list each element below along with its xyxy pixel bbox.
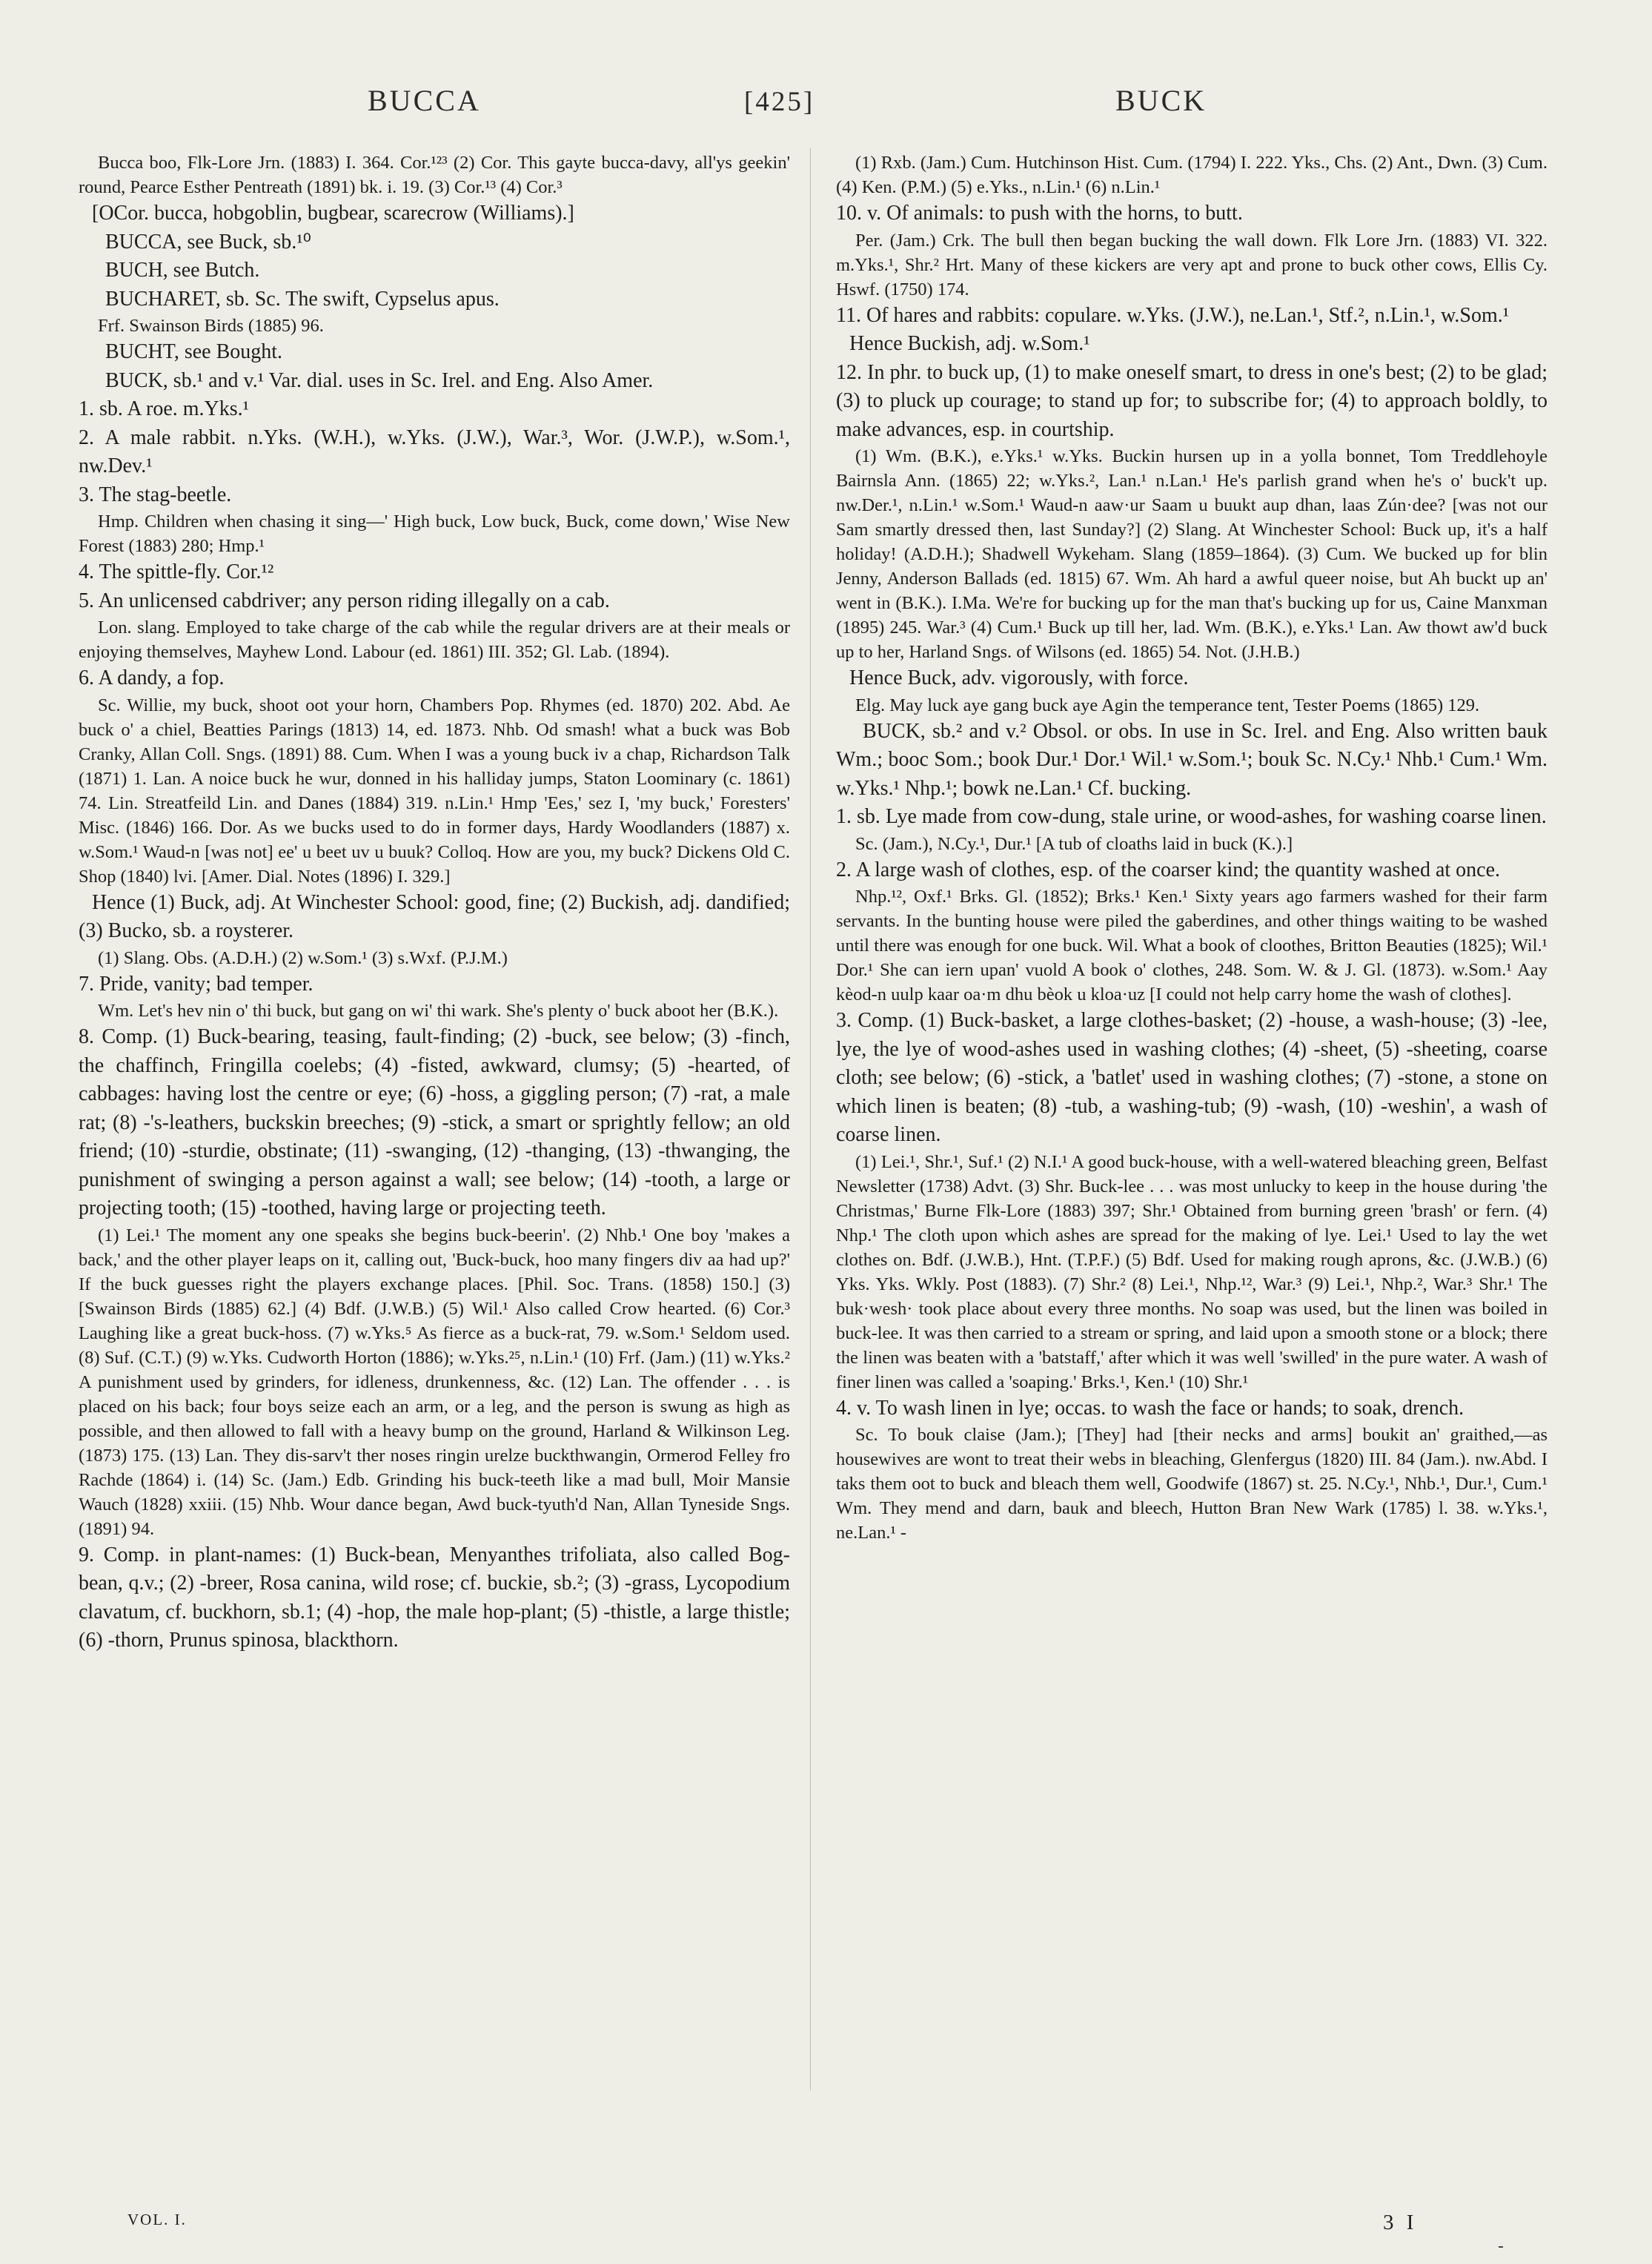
header-right-headword: BUCK — [1115, 84, 1207, 117]
entry-note: [OCor. bucca, hobgoblin, bugbear, scarecrow (Williams).] — [92, 202, 574, 225]
entry-sense: 12. In phr. to buck up, (1) to make oneself smart, to dress in one's best; (2) to be glad; (3) to pluck up courage; to stand up for; to subscribe for; (4) to approach boldly, to make advances, esp. in courtship. — [836, 360, 1547, 441]
entry-sense: 4. v. To wash linen in lye; occas. to wash the face or hands; to soak, drench. — [836, 1396, 1464, 1420]
entry-head: BUCK, sb.² and v.² Obsol. or obs. In use in Sc. Irel. and Eng. Also written bauk Wm.; booc Som.; book Dur.¹ Dor.¹ Wil.¹ w.Som.¹; bouk Sc. N.Cy.¹ Nhb.¹ Cum.¹ Wm. w.Yks.¹ Nhp.¹; bowk ne.Lan.¹ Cf. bucking. — [836, 719, 1547, 800]
entry-sense: 11. Of hares and rabbits: copulare. w.Yks. (J.W.), ne.Lan.¹, Stf.², n.Lin.¹, w.Som.¹ — [836, 303, 1510, 327]
entry-sense: 2. A male rabbit. n.Yks. (W.H.), w.Yks. (J.W.), War.³, Wor. (J.W.P.), w.Som.¹, nw.Dev.¹ — [79, 426, 790, 477]
entry-head: BUCHARET, sb. Sc. The swift, Cypselus apus. — [105, 287, 500, 311]
entry-head: BUCCA, see Buck, sb.¹⁰ — [105, 230, 311, 254]
entry-sense: 1. sb. A roe. m.Yks.¹ — [79, 397, 250, 420]
entry-sense: 7. Pride, vanity; bad temper. — [79, 972, 314, 996]
footer-signature: 3 I — [1383, 2211, 1418, 2234]
entry-sense: 6. A dandy, a fop. — [79, 666, 225, 689]
entry-cit: (1) Lei.¹, Shr.¹, Suf.¹ (2) N.I.¹ A good buck-house, with a well-watered bleaching green, Belfast Newsletter (1738) Advt. (3) Shr. Buck-lee . . . was most unlucky to keep in the house during 'the Christmas,' Burne Flk-Lore (1883) 397; Shr.¹ Obtained from burning green 'brash' or fern. (4) Nhp.¹ The cloth upon which ashes are spread for the making of lye. Lei.¹ Used to lay the wet clothes on. Bdf. (J.W.B.), Hnt. (T.P.F.) (5) Bdf. Used for making rough aprons, &c. (J.W.B.) (6) Yks. Yks. Wkly. Post (1883). (7) Shr.² (8) Lei.¹, Nhp.¹², War.³ (9) Lei.¹, Nhp.², War.³ Shr.¹ The buk·wesh· took place about every three months. No soap was used, but the linen was boiled in buck-lee. It was then carried to a stream or spring, and laid upon a smooth stone or a block; there the linen was beaten with a 'batstaff,' after which it was well 'swilled' in the pure water. A wash of finer linen was called a 'soaping.' Brks.¹, Ken.¹ (10) Shr.¹ — [836, 1151, 1547, 1392]
entry-cit: Sc. (Jam.), N.Cy.¹, Dur.¹ [A tub of cloaths laid in buck (K.).] — [855, 833, 1293, 854]
entry-cit: Hmp. Children when chasing it sing—' High buck, Low buck, Buck, come down,' Wise New Forest (1883) 280; Hmp.¹ — [79, 512, 790, 556]
header-page-number: [425] — [744, 87, 815, 117]
entry-head: BUCHT, see Bought. — [105, 340, 283, 363]
left-column — [79, 150, 790, 2226]
entry-cit: Lon. slang. Employed to take charge of the cab while the regular drivers are at their meals or enjoying themselves, Mayhew Lond. Labour (ed. 1861) III. 352; Gl. Lab. (1894). — [79, 618, 790, 662]
entry-cit: Bucca boo, Flk-Lore Jrn. (1883) I. 364. Cor.¹²³ (2) Cor. This gayte bucca-davy, all'ys geekin' round, Pearce Esther Pentreath (1891) bk. i. 19. (3) Cor.¹³ (4) Cor.³ — [79, 153, 790, 197]
entry-cit: Nhp.¹², Oxf.¹ Brks. Gl. (1852); Brks.¹ Ken.¹ Sixty years ago farmers washed for their farm servants. In the bunting house were piled the gaberdines, and other things waiting to be washed until there was enough for one buck. Wil. What a book of cloothes, Britton Beauties (1825); Wil.¹ Dor.¹ She can iern upan' vuold A book o' clothes, 248. Som. W. & J. Gl. (1873). w.Som.¹ Aay kèod-n uulp kaar oa·m dhu bèok u kloa·uz [I could not help carry home the wash of clothes]. — [836, 887, 1547, 1004]
entry-sense: 4. The spittle-fly. Cor.¹² — [79, 560, 274, 583]
entry-sense: 3. The stag-beetle. — [79, 483, 232, 506]
entry-cit: Frf. Swainson Birds (1885) 96. — [98, 316, 324, 336]
entry-head: BUCK, sb.¹ and v.¹ Var. dial. uses in Sc. Irel. and Eng. Also Amer. — [105, 368, 654, 392]
entry-cit: Sc. To bouk claise (Jam.); [They] had [their necks and arms] boukit an' graithed,—as housewives are wont to treat their webs in bleaching, Glenfergus (1820) III. 84 (Jam.). nw.Abd. I taks them oot to buck and bleach them well, Goodwife (1867) st. 25. N.Cy.¹, Nhb.¹, Dur.¹, Cum.¹ Wm. They mend and darn, bauk and bleech, Hutton Bran New Wark (1785) l. 38. w.Yks.¹, ne.Lan.¹ - — [836, 1425, 1547, 1543]
entry-cit: (1) Lei.¹ The moment any one speaks she begins buck-beerin'. (2) Nhb.¹ One boy 'makes a back,' and the other player leaps on it, calling out, 'Buck-buck, hoo many fingers div aa had up?' If the buck guesses right the players exchange places. [Phil. Soc. Trans. (1858) 150.] (3) [Swainson Birds (1885) 62.] (4) Bdf. (J.W.B.) (5) Wil.¹ Also called Crow hearted. (6) Cor.³ Laughing like a great buck-hoss. (7) w.Yks.⁵ As fierce as a buck-rat, 79. w.Som.¹ Seldom used. (8) Suf. (C.T.) (9) w.Yks. Cudworth Horton (1886); w.Yks.²⁵, n.Lin.¹ (10) Frf. (Jam.) (11) w.Yks.² A punishment used by grinders, for idleness, drunkenness, &c. (12) Lan. The offender . . . is placed on his back; four boys seize each an arm, or a leg, and the person is swung as high as possible, and then allowed to fall with a heavy bump on the ground, Harland & Wilkinson Leg. (1873) 175. (13) Lan. They dis-sarv't ther noses ringin urelze buckthwangin, Ormerod Felley fro Rachde (1864) i. (14) Sc. (Jam.) Edb. Grinding his buck-teeth like a mad bull, Moir Mansie Wauch (1828) xxiii. (15) Nhb. Wour dance began, Awd buck-tyuth'd Nan, Allan Tyneside Sngs. (1891) 94. — [79, 1225, 790, 1539]
entry-head: BUCH, see Butch. — [105, 259, 260, 282]
entry-cit: (1) Wm. (B.K.), e.Yks.¹ w.Yks. Buckin hursen up in a yolla bonnet, Tom Treddlehoyle Bairnsla Ann. (1865) 22; w.Yks.², Lan.¹ n.Lan.¹ He's parlish grand when he's o' buck't up. nw.Der.¹, n.Lin.¹ w.Som.¹ Waud-n aaw·ur Saam u buukt aup dhan, laas Zún·dee? [was not our Sam smartly dressed then, last Sunday?] (2) Slang. At Winchester School: Buck up, it's a half holiday! (A.D.H.); Shadwell Wykeham. Slang (1859–1864). (3) Cum. We bucked up for blin Jenny, Anderson Ballads (ed. 1815) 67. Wm. Ah hard a awful queer noise, but Ah buckt up an' went in (B.K.). I.Ma. We're for bucking up for the man that's bucking up for us, Caine Manxman (1895) 245. War.³ (4) Cum.¹ Buck up till her, lad. Wm. (B.K.), e.Yks.¹ Lan. Aw thowt aw'd buck up to her, Harland Sngs. of Wilsons (ed. 1865) 54. Not. (J.H.B.) — [836, 446, 1547, 662]
footer-volume: VOL. I. — [127, 2211, 187, 2228]
entry-sense: 10. v. Of animals: to push with the horns, to butt. — [836, 202, 1243, 225]
entry-sense: 8. Comp. (1) Buck-bearing, teasing, fault-finding; (2) -buck, see below; (3) -finch, the chaffinch, Fringilla coelebs; (4) -fisted, awkward, clumsy; (5) -hearted, of cabbages: having lost the centre or eye; (6) -hoss, a giggling person; (7) -rat, a male rat; (8) -'s-leathers, buckskin breeches; (9) -stick, a smart or sprightly fellow; an old friend; (10) -sturdie, obstinate; (11) -swanging, (12) -thanging, (13) -thwanging, the punishment of swinging a person against a wall; see below; (14) -tooth, a large or projecting tooth; (15) -toothed, having large or projecting teeth. — [79, 1025, 790, 1219]
column-divider — [810, 148, 811, 2091]
entry-note: Hence Buck, adv. vigorously, with force. — [849, 666, 1189, 689]
entry-cit: Sc. Willie, my buck, shoot oot your horn, Chambers Pop. Rhymes (ed. 1870) 202. Abd. Ae buck o' a chiel, Beatties Parings (1813) 14, ed. 1873. Nhb. Od smash! what a buck was Bob Cranky, Allan Coll. Sngs. (1891) 88. Cum. When I was a young buck iv a chap, Richardson Talk (1871) 1. Lan. A noice buck he wur, donned in his halliday jumps, Staton Loominary (c. 1861) 74. Lin. Streatfeild Lin. and Danes (1884) 319. n.Lin.¹ Hmp 'Ees,' sez I, 'my buck,' Foresters' Misc. (1846) 166. Dor. As we bucks used to do in former days, Hardy Woodlanders (1887) x. w.Som.¹ Waud-n [was not] ee' u beet uv u buuk? Colloq. How are you, my buck? Dickens Old C. Shop (1840) lvi. [Amer. Dial. Notes (1896) I. 329.] — [79, 695, 790, 887]
entry-sense: 1. sb. Lye made from cow-dung, stale urine, or wood-ashes, for washing coarse linen. — [836, 805, 1547, 828]
right-column — [836, 150, 1547, 2226]
entry-cit: (1) Rxb. (Jam.) Cum. Hutchinson Hist. Cum. (1794) I. 222. Yks., Chs. (2) Ant., Dwn. (3) Cum. (4) Ken. (P.M.) (5) e.Yks., n.Lin.¹ (6) n.Lin.¹ — [836, 153, 1547, 197]
page-header — [0, 83, 1652, 128]
entry-sense: 9. Comp. in plant-names: (1) Buck-bean, Menyanthes trifoliata, also called Bog-bean, q.v.; (2) -breer, Rosa canina, wild rose; cf. buckie, sb.²; (3) -grass, Lycopodium clavatum, cf. buckhorn, sb.1; (4) -hop, the male hop-plant; (5) -thistle, a large thistle; (6) -thorn, Prunus spinosa, blackthorn. — [79, 1543, 790, 1652]
entry-sense: 5. An unlicensed cabdriver; any person riding illegally on a cab. — [79, 589, 610, 612]
entry-sense: 3. Comp. (1) Buck-basket, a large clothes-basket; (2) -house, a wash-house; (3) -lee, lye, the lye of wood-ashes used in washing clothes; (4) -sheet, (5) -sheeting, coarse cloth; see below; (6) -stick, a 'batlet' used in washing clothes; (7) -stone, a stone on which linen is beaten; (8) -tub, a washing-tub; (9) -wash, (10) -weshin', a wash of coarse linen. — [836, 1009, 1547, 1146]
entry-cit: Per. (Jam.) Crk. The bull then began bucking the wall down. Flk Lore Jrn. (1883) VI. 322. m.Yks.¹, Shr.² Hrt. Many of these kickers are very apt and prone to buck other cows, Ellis Cy. Hswf. (1750) 174. — [836, 230, 1547, 299]
entry-cit: (1) Slang. Obs. (A.D.H.) (2) w.Som.¹ (3) s.Wxf. (P.J.M.) — [98, 947, 508, 968]
entry-cit: Wm. Let's hev nin o' thi buck, but gang on wi' thi wark. She's plenty o' buck aboot her (B.K.). — [98, 1001, 779, 1021]
footer-mark — [1499, 2246, 1503, 2248]
entry-sense: 2. A large wash of clothes, esp. of the coarser kind; the quantity washed at once. — [836, 858, 1501, 881]
header-left-headword: BUCCA — [368, 84, 481, 117]
entry-note: Hence Buckish, adj. w.Som.¹ — [849, 332, 1090, 355]
entry-note: Hence (1) Buck, adj. At Winchester School: good, fine; (2) Buckish, adj. dandified; (3) Bucko, sb. a roysterer. — [79, 890, 790, 942]
entry-cit: Elg. May luck aye gang buck aye Agin the temperance tent, Tester Poems (1865) 129. — [855, 695, 1480, 715]
